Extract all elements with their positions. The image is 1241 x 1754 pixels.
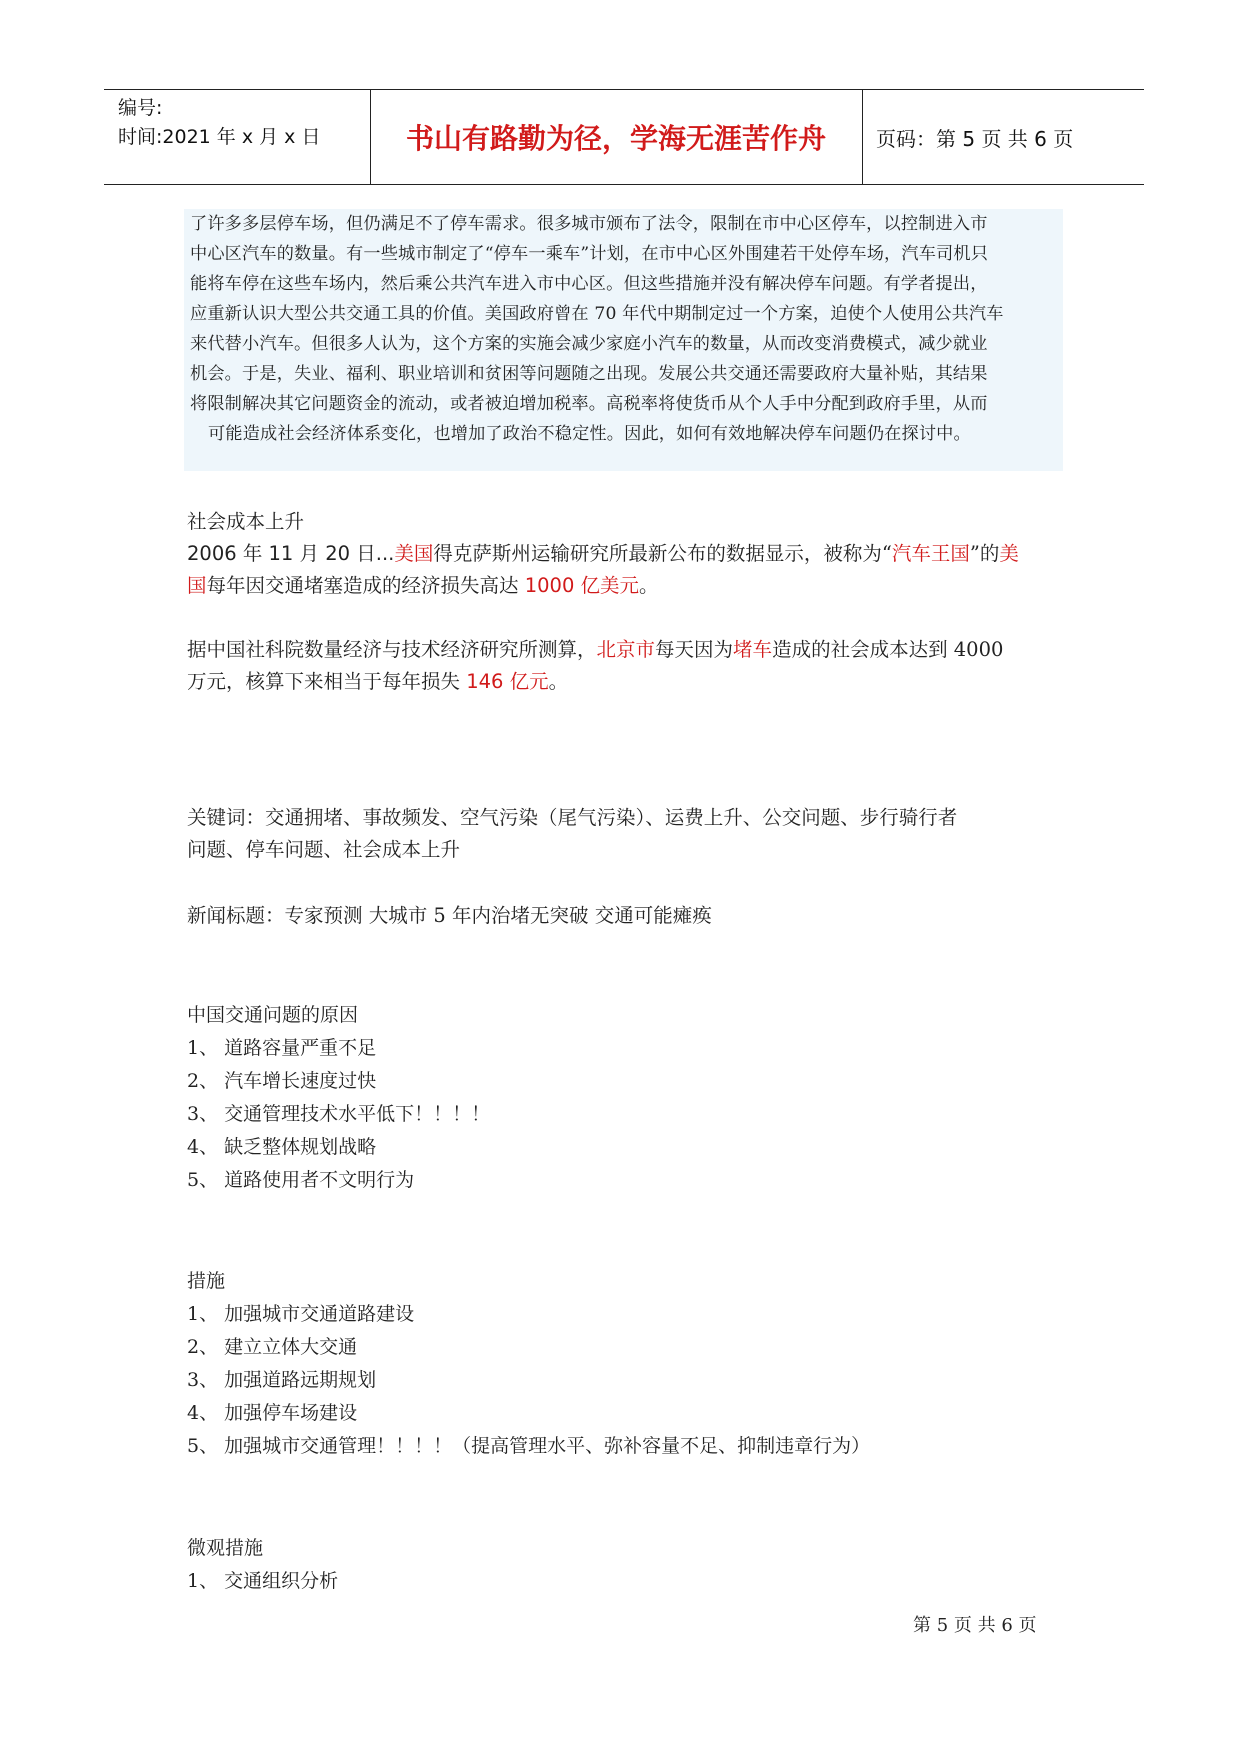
highlight-text: 汽车王国 (891, 542, 970, 565)
header-table (104, 89, 1144, 185)
list-item: 1、 加强城市交通道路建设 (187, 1303, 415, 1325)
highlight-text: 1000 亿美元 (524, 574, 640, 597)
social-cost-paragraph-1-line-1 (187, 538, 1019, 566)
quote-line: 可能造成社会经济体系变化，也增加了政治不稳定性。因此，如何有效地解决停车问题仍在探讨中。 (208, 424, 971, 444)
quote-line: 能将车停在这些车场内，然后乘公共汽车进入市中心区。但这些措施并没有解决停车问题。有学者提出， (190, 274, 988, 294)
list-item: 3、 交通管理技术水平低下！！！！ (187, 1103, 491, 1125)
list-item: 4、 缺乏整体规划战略 (187, 1136, 377, 1158)
highlight-text: 北京市 (596, 638, 656, 661)
keywords-line-1: 关键词：交通拥堵、事故频发、空气污染（尾气污染）、运费上升、公交问题、步行骑行者 (187, 806, 958, 829)
list-item: 3、 加强道路远期规划 (187, 1369, 377, 1391)
list-item: 5、 加强城市交通管理！！！！（提高管理水平、弥补容量不足、抑制违章行为） (187, 1435, 871, 1457)
header-right-cell (862, 90, 1144, 184)
list-item: 5、 道路使用者不文明行为 (187, 1169, 415, 1191)
quote-line: 机会。于是，失业、福利、职业培训和贫困等问题随之出现。发展公共交通还需要政府大量补贴，其结果 (190, 364, 988, 384)
serial-label: 编号: (118, 97, 163, 119)
list-item: 1、 交通组织分析 (187, 1570, 339, 1592)
time-label: 时间:2021 年 x 月 x 日 (118, 126, 321, 148)
quote-line: 来代替小汽车。但很多人认为，这个方案的实施会减少家庭小汽车的数量，从而改变消费模式，减少就业 (190, 334, 988, 354)
quote-line: 应重新认识大型公共交通工具的价值。美国政府曾在 70 年代中期制定过一个方案，迫使个人使用公共汽车 (190, 304, 1004, 324)
date-text: 2006 年 11 月 20 日... (187, 542, 395, 565)
social-cost-paragraph-2-line-2 (187, 666, 568, 694)
section-heading-measures: 措施 (187, 1270, 226, 1292)
body-text: 造成的社会成本达到 4000 (772, 638, 1004, 661)
body-text: 万元，核算下来相当于每年损失 (187, 670, 467, 693)
quote-line: 了许多多层停车场，但仍满足不了停车需求。很多城市颁布了法令，限制在市中心区停车，以控制进入市 (190, 214, 988, 234)
list-item: 2、 建立立体大交通 (187, 1336, 358, 1358)
highlight-text: 堵车 (733, 638, 773, 661)
body-text: ”的 (969, 542, 1000, 565)
quote-line: 中心区汽车的数量。有一些城市制定了“停车一乘车”计划，在市中心区外围建若干处停车场，汽车司机只 (190, 244, 989, 264)
list-item: 1、 道路容量严重不足 (187, 1037, 377, 1059)
motto: 书山有路勤为径，学海无涯苦作舟 (405, 122, 826, 155)
page-code: 页码：第 5 页 共 6 页 (876, 127, 1074, 151)
body-text: 每年因交通堵塞造成的经济损失高达 (206, 574, 525, 597)
section-heading-social-cost: 社会成本上升 (187, 510, 305, 533)
body-text: 。 (548, 670, 569, 693)
news-title: 新闻标题：专家预测 大城市 5 年内治堵无突破 交通可能瘫痪 (187, 904, 712, 927)
highlight-text: 146 亿元 (466, 670, 549, 693)
body-text: 。 (639, 574, 659, 597)
quote-line: 将限制解决其它问题资金的流动，或者被迫增加税率。高税率将使货币从个人手中分配到政府手里，从而 (190, 394, 988, 414)
body-text: 得克萨斯州运输研究所最新公布的数据显示，被称为“ (433, 542, 892, 565)
list-item: 4、 加强停车场建设 (187, 1402, 358, 1424)
highlight-text: 美国 (394, 542, 434, 565)
body-text: 据中国社科院数量经济与技术经济研究所测算， (187, 638, 597, 661)
body-text: 每天因为 (655, 638, 734, 661)
highlight-text: 国 (187, 574, 207, 597)
keywords-line-2: 问题、停车问题、社会成本上升 (187, 838, 461, 861)
highlight-text: 美 (999, 542, 1019, 565)
header-center-cell (370, 90, 863, 184)
header-left-cell (104, 90, 371, 184)
list-item: 2、 汽车增长速度过快 (187, 1070, 377, 1092)
section-heading-micro-measures: 微观措施 (187, 1537, 264, 1559)
quote-box (184, 209, 1063, 471)
social-cost-paragraph-1-line-2 (187, 570, 659, 598)
social-cost-paragraph-2-line-1 (187, 634, 1003, 662)
section-heading-causes: 中国交通问题的原因 (187, 1004, 359, 1026)
page-footer: 第 5 页 共 6 页 (913, 1615, 1037, 1636)
